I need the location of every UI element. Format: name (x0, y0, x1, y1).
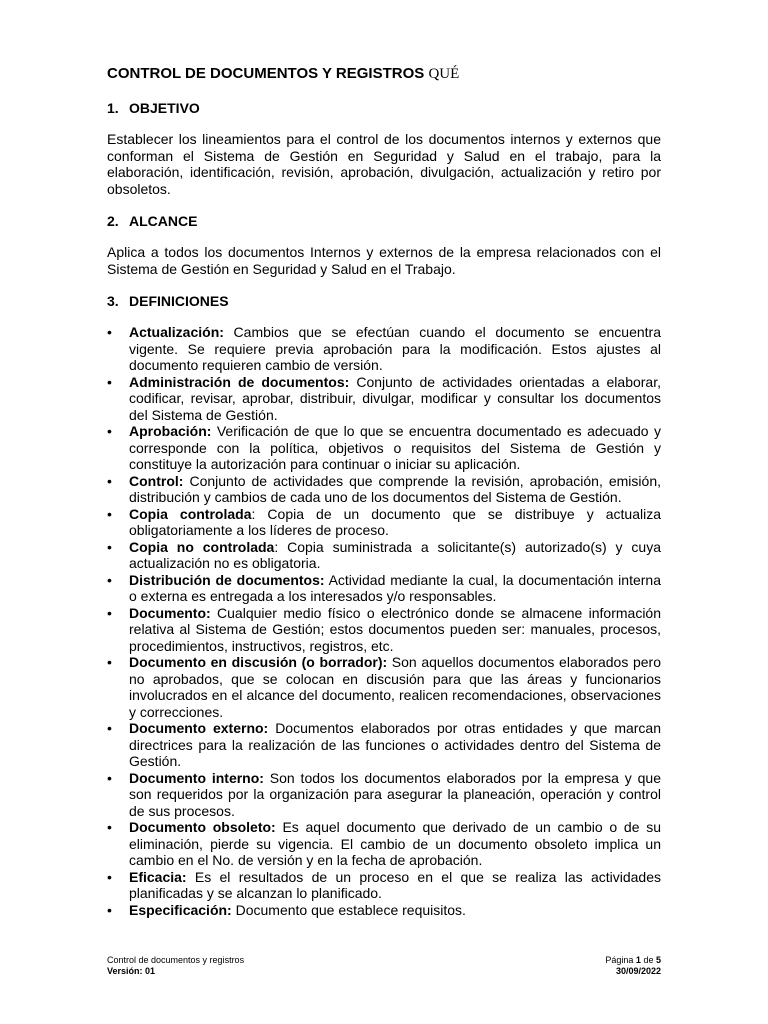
bullet-icon: • (107, 571, 112, 588)
bullet-icon: • (107, 423, 112, 439)
section-text-objetivo: Establecer los lineamientos para el control de los documentos internos y externos que conforman el Sistema de Gestión en Seguridad y Salud en el trabajo, para la elaboración, identificación, revisión, aprobación, divulgación, actualización y retiro por obsoletos. (107, 131, 661, 197)
definition-item: • Actualización: Cambios que se efectúan cuando el documento se encuentra vigente. Se requiere previa aprobación para la modificación. Estos ajustes al documento requieren cambio de versión. (107, 324, 661, 373)
definition-item: • Documento: Cualquier medio físico o electrónico donde se almacene información relativa al Sistema de Gestión; estos documentos pueden ser: manuales, procesos, procedimientos, instructivos, registros, etc. (107, 604, 661, 654)
section-heading-definiciones: 3. DEFINICIONES (107, 293, 229, 309)
footer-page-number: Página 1 de 5 (605, 955, 661, 965)
definition-item: • Administración de documentos: Conjunto de actividades orientadas a elaborar, codificar, revisar, aprobar, distribuir, divulgar, modificar y consultar los documentos del Sistema de Gestión. (107, 373, 661, 423)
bullet-icon: • (107, 868, 112, 885)
bullet-icon: • (107, 324, 112, 340)
document-body (107, 64, 661, 918)
footer-doc-name: Control de documentos y registros (107, 955, 245, 965)
bullet-icon: • (107, 373, 112, 390)
definition-item: • Documento externo: Documentos elaborados por otras entidades y que marcan directrices para la realización de las funciones o actividades dentro del Sistema de Gestión. (107, 720, 662, 769)
definition-item: • Copia no controlada: Copia suministrada a solicitante(s) autorizado(s) y cuya actualización no es obligatoria. (107, 538, 661, 571)
bullet-icon: • (107, 538, 112, 555)
title-suffix: QUÉ (428, 66, 460, 82)
bullet-icon: • (107, 901, 112, 918)
definition-item: • Documento interno: Son todos los documentos elaborados por la empresa y que son requeridos por la organización para asegurar la planeación, operación y control de sus procesos. (107, 769, 661, 819)
bullet-icon: • (107, 654, 112, 670)
section-heading-objetivo: 1. OBJETIVO (107, 100, 200, 116)
footer-version: Versión: 01 (107, 966, 156, 976)
document-title: CONTROL DE DOCUMENTOS Y REGISTROS QUÉ (107, 65, 460, 82)
footer-date: 30/09/2022 (615, 966, 661, 976)
bullet-icon: • (107, 769, 112, 786)
definition-item: • Copia controlada: Copia de un documento que se distribuye y actualiza obligatoriamente a los líderes de proceso. (107, 505, 661, 538)
definition-item: • Distribución de documentos: Actividad mediante la cual, la documentación interna o externa es entregada a los interesados y/o responsables. (107, 571, 661, 604)
definition-item: • Aprobación: Verificación de que lo que se encuentra documentado es adecuado y corresponde con la política, objetivos o requisitos del Sistema de Gestión y constituye la autorización para continuar o iniciar su aplicación. (107, 423, 661, 472)
definition-item: • Especificación: Documento que establece requisitos. (107, 901, 466, 918)
bullet-icon: • (107, 472, 112, 489)
footer-right (605, 955, 661, 977)
bullet-icon: • (107, 819, 112, 835)
definition-item: • Documento en discusión (o borrador): Son aquellos documentos elaborados pero no aprobados, que se colocan en discusión para que las áreas y funcionarios involucrados en el alcance del documento, realicen recomendaciones, observaciones y correcciones. (107, 654, 661, 720)
section-text-alcance: Aplica a todos los documentos Internos y externos de la empresa relacionados con el Sistema de Gestión en Seguridad y Salud en el Trabajo. (107, 244, 661, 277)
definitions-list (107, 324, 661, 918)
bullet-icon: • (107, 720, 112, 736)
bullet-icon: • (107, 505, 112, 522)
section-heading-alcance: 2. ALCANCE (107, 213, 198, 229)
definition-item: • Eficacia: Es el resultados de un proceso en el que se realiza las actividades planificadas y se alcanzan lo planificado. (107, 868, 661, 901)
footer-left (107, 955, 244, 977)
definition-item: • Documento obsoleto: Es aquel documento que derivado de un cambio o de su eliminación, pierde su vigencia. El cambio de un documento obsoleto implica un cambio en el No. de versión y en la fecha de aprobación. (107, 819, 661, 868)
definition-item: • Control: Conjunto de actividades que comprende la revisión, aprobación, emisión, distribución y cambios de cada uno de los documentos del Sistema de Gestión. (107, 472, 661, 505)
bullet-icon: • (107, 604, 112, 621)
